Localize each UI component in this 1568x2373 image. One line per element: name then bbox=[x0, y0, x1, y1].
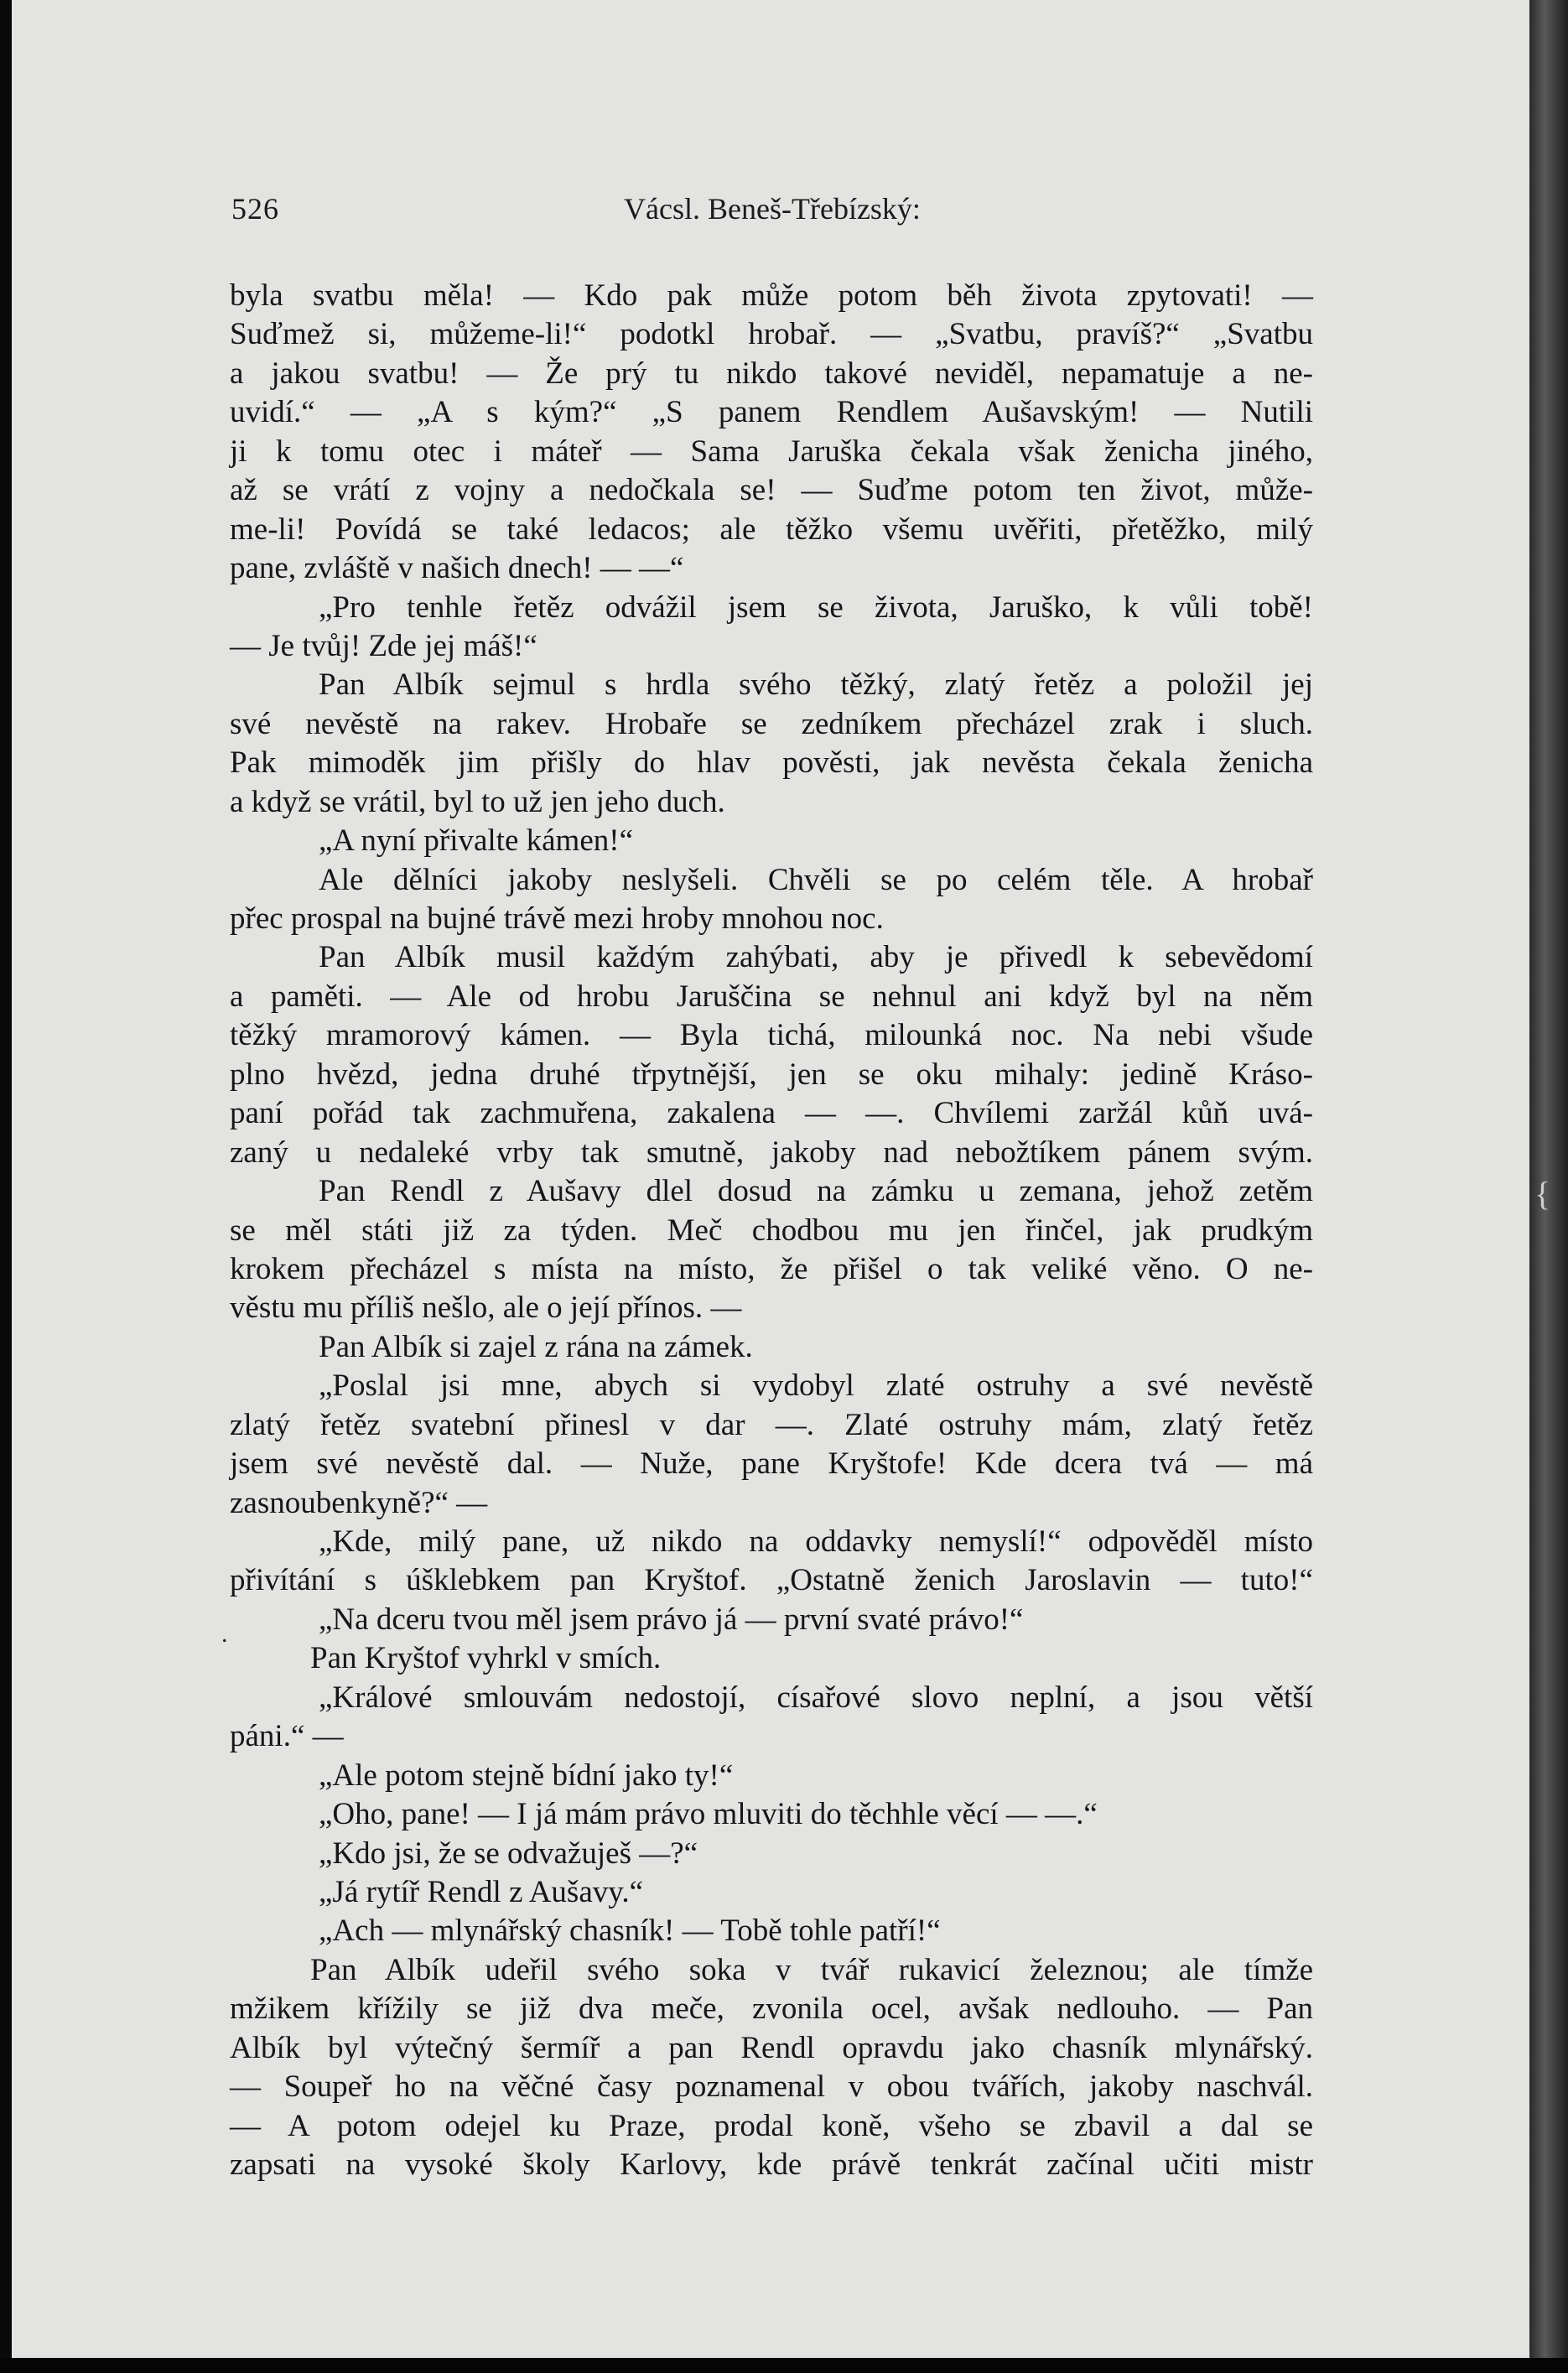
text-line: uvidí.“ — „A s kým?“ „S panem Rendlem Aušavským! — Nutili bbox=[230, 395, 1313, 430]
text-line: byla svatbu měla! — Kdo pak může potom běh života zpytovati! — bbox=[230, 278, 1313, 313]
text-line: Albík byl výtečný šermíř a pan Rendl opravdu jako chasník mlynářský. bbox=[230, 2030, 1313, 2065]
text-line: a paměti. — Ale od hrobu Jaruščina se nehnul ani když byl na něm bbox=[230, 979, 1313, 1014]
text-line: krokem přecházel s místa na místo, že přišel o tak veliké věno. O ne- bbox=[230, 1251, 1313, 1286]
text-line: jsem své nevěstě dal. — Nuže, pane Kryštofe! Kde dcera tvá — má bbox=[230, 1446, 1313, 1482]
text-line: — Je tvůj! Zde jej máš!“ bbox=[230, 628, 537, 663]
text-line: Suďmež si, můžeme-li!“ podotkl hrobař. — „Svatbu, pravíš?“ „Svatbu bbox=[230, 317, 1313, 352]
page-number: 526 bbox=[231, 192, 279, 226]
text-line: plno hvězd, jedna druhé třpytnější, jen se oku mihaly: jedině Kráso- bbox=[230, 1057, 1313, 1092]
text-line: „Kde, milý pane, už nikdo na oddavky nemyslí!“ odpověděl místo bbox=[319, 1524, 1313, 1559]
text-line: Pan Albík sejmul s hrdla svého těžký, zlatý řetěz a položil jej bbox=[319, 667, 1313, 703]
running-head: Vácsl. Beneš-Třebízský: bbox=[624, 192, 921, 226]
text-line: Pan Albík si zajel z rána na zámek. bbox=[319, 1329, 753, 1364]
text-line: pane, zvláště v našich dnech! — —“ bbox=[230, 551, 684, 586]
page-header bbox=[231, 191, 1313, 241]
text-line: se měl státi již za týden. Meč chodbou mu jen řinčel, jak prudkým bbox=[230, 1212, 1313, 1248]
text-line: Pan Kryštof vyhrkl v smích. bbox=[310, 1641, 662, 1676]
text-line: „Na dceru tvou měl jsem právo já — první svaté právo!“ bbox=[319, 1602, 1024, 1637]
text-line: „Oho, pane! — I já mám právo mluviti do těchhle věcí — —.“ bbox=[319, 1797, 1098, 1832]
body-text bbox=[230, 277, 1313, 2184]
text-line: „Pro tenhle řetěz odvážil jsem se života, Jaruško, k vůli tobě! bbox=[319, 589, 1313, 625]
text-line: ji k tomu otec i máteř — Sama Jaruška čekala však ženicha jiného, bbox=[230, 434, 1313, 469]
text-line: zaný u nedaleké vrby tak smutně, jakoby nad nebožtíkem pánem svým. bbox=[230, 1135, 1313, 1170]
text-line: věstu mu příliš nešlo, ale o její přínos. — bbox=[230, 1290, 742, 1326]
text-line: přec prospal na bujné trávě mezi hroby mnohou noc. bbox=[230, 901, 884, 936]
text-line: těžký mramorový kámen. — Byla tichá, milounká noc. Na nebi všude bbox=[230, 1018, 1313, 1053]
text-line: a když se vrátil, byl to už jen jeho duch. bbox=[230, 784, 725, 819]
text-line: Pan Rendl z Aušavy dlel dosud na zámku u zemana, jehož zetěm bbox=[319, 1174, 1313, 1209]
text-line: Pan Albík musil každým zahýbati, aby je přivedl k sebevědomí bbox=[319, 940, 1313, 975]
text-line: „Kdo jsi, že se odvažuješ —?“ bbox=[319, 1836, 698, 1871]
text-line: přivítání s úšklebkem pan Kryštof. „Ostatně ženich Jaroslavin — tuto!“ bbox=[230, 1563, 1313, 1598]
text-line: páni.“ — bbox=[230, 1719, 344, 1754]
stray-dot: . bbox=[221, 1620, 228, 1648]
text-line: — Soupeř ho na věčné časy poznamenal v obou tvářích, jakoby naschvál. bbox=[230, 2069, 1313, 2105]
text-line: zapsati na vysoké školy Karlovy, kde právě tenkrát začínal učiti mistr bbox=[230, 2147, 1313, 2182]
text-line: — A potom odejel ku Praze, prodal koně, všeho se zbavil a dal se bbox=[230, 2108, 1313, 2143]
margin-mark: { bbox=[1534, 1175, 1551, 1212]
text-line: Ale dělníci jakoby neslyšeli. Chvěli se po celém těle. A hrobař bbox=[319, 862, 1313, 897]
text-line: „Králové smlouvám nedostojí, císařové slovo neplní, a jsou větší bbox=[319, 1680, 1313, 1715]
text-line: až se vrátí z vojny a nedočkala se! — Suďme potom ten život, může- bbox=[230, 473, 1313, 508]
text-line: své nevěstě na rakev. Hrobaře se zedníkem přecházel zrak i sluch. bbox=[230, 706, 1313, 741]
text-line: zasnoubenkyně?“ — bbox=[230, 1485, 488, 1520]
text-line: „Poslal jsi mne, abych si vydobyl zlaté ostruhy a své nevěstě bbox=[319, 1368, 1313, 1404]
text-line: „A nyní přivalte kámen!“ bbox=[319, 823, 634, 859]
text-line: „Já rytíř Rendl z Aušavy.“ bbox=[319, 1874, 644, 1909]
text-line: „Ach — mlynářský chasník! — Tobě tohle patří!“ bbox=[319, 1913, 941, 1949]
text-line: me-li! Povídá se také ledacos; ale těžko všemu uvěřiti, přetěžko, milý bbox=[230, 511, 1313, 547]
text-line: „Ale potom stejně bídní jako ty!“ bbox=[319, 1758, 734, 1793]
text-line: Pan Albík udeřil svého soka v tvář rukavicí železnou; ale tímže bbox=[310, 1952, 1313, 1987]
text-line: a jakou svatbu! — Že prý tu nikdo takové neviděl, nepamatuje a ne- bbox=[230, 356, 1313, 391]
text-line: paní pořád tak zachmuřena, zakalena — —. Chvílemi zaržál kůň uvá- bbox=[230, 1096, 1313, 1131]
scan-shadow bbox=[0, 2358, 1568, 2373]
text-line: zlatý řetěz svatební přinesl v dar —. Zlaté ostruhy mám, zlatý řetěz bbox=[230, 1407, 1313, 1442]
text-line: mžikem křížily se již dva meče, zvonila ocel, avšak nedlouho. — Pan bbox=[230, 1991, 1313, 2027]
text-line: Pak mimoděk jim přišly do hlav pověsti, jak nevěsta čekala ženicha bbox=[230, 745, 1313, 781]
